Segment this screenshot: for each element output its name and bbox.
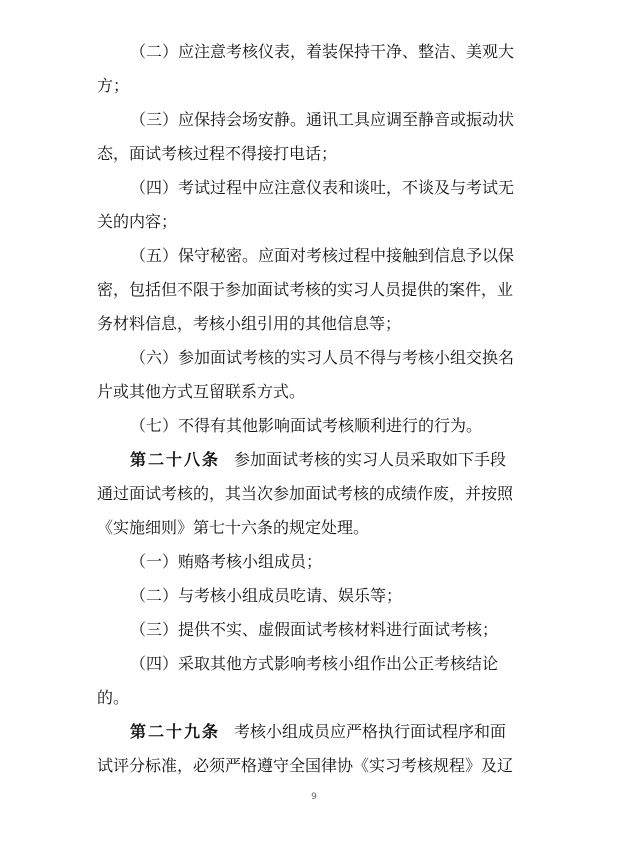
paragraph-line [0, 171, 628, 205]
line-text: 考核小组成员应严格执行面试程序和面 [234, 722, 507, 741]
line-text: 的。 [97, 688, 130, 707]
line-text: 务材料信息，考核小组引用的其他信息等； [97, 314, 402, 333]
paragraph-line [0, 273, 628, 307]
paragraph-line [0, 477, 628, 511]
paragraph-line [0, 681, 628, 715]
article-heading-29: 第二十九条 [130, 722, 221, 741]
line-text: （一）贿赂考核小组成员； [130, 552, 323, 571]
line-text: （五）保守秘密。应面对考核过程中接触到信息予以保 [130, 246, 515, 265]
line-text: （四）采取其他方式影响考核小组作出公正考核结论 [130, 654, 499, 673]
paragraph-line [0, 579, 628, 613]
line-text: 态，面试考核过程不得接打电话； [97, 144, 338, 163]
article-29-line [0, 715, 628, 749]
paragraph-line [0, 205, 628, 239]
paragraph-line [0, 749, 628, 783]
paragraph-line [0, 375, 628, 409]
paragraph-line [0, 511, 628, 545]
line-text: 密，包括但不限于参加面试考核的实习人员提供的案件，业 [97, 280, 514, 299]
line-text: （三）提供不实、虚假面试考核材料进行面试考核； [130, 620, 499, 639]
line-text: 片或其他方式互留联系方式。 [97, 382, 306, 401]
paragraph-line [0, 307, 628, 341]
paragraph-line [0, 35, 628, 69]
article-heading-28: 第二十八条 [130, 450, 221, 469]
line-text: （二）应注意考核仪表，着装保持干净、整洁、美观大 [130, 42, 515, 61]
paragraph-line [0, 409, 628, 443]
line-text: （二）与考核小组成员吃请、娱乐等； [130, 586, 403, 605]
line-text: （六）参加面试考核的实习人员不得与考核小组交换名 [130, 348, 515, 367]
page-number: 9 [311, 792, 317, 802]
line-text: （三）应保持会场安静。通讯工具应调至静音或振动状 [130, 110, 515, 129]
line-text: （四）考试过程中应注意仪表和谈吐，不谈及与考试无 [130, 178, 515, 197]
line-text: 方； [97, 76, 130, 95]
paragraph-line [0, 341, 628, 375]
line-text: 关的内容； [97, 212, 178, 231]
line-text: 参加面试考核的实习人员采取如下手段 [234, 450, 507, 469]
paragraph-line [0, 545, 628, 579]
line-text: 《实施细则》第七十六条的规定处理。 [97, 518, 370, 537]
paragraph-line [0, 137, 628, 171]
line-text: 通过面试考核的，其当次参加面试考核的成绩作废，并按照 [97, 484, 514, 503]
paragraph-line [0, 69, 628, 103]
paragraph-line [0, 647, 628, 681]
paragraph-line [0, 103, 628, 137]
paragraph-line [0, 239, 628, 273]
line-text: （七）不得有其他影响面试考核顺利进行的行为。 [130, 416, 483, 435]
paragraph-line [0, 613, 628, 647]
article-28-line [0, 443, 628, 477]
line-text: 试评分标准，必须严格遵守全国律协《实习考核规程》及辽 [97, 756, 514, 775]
